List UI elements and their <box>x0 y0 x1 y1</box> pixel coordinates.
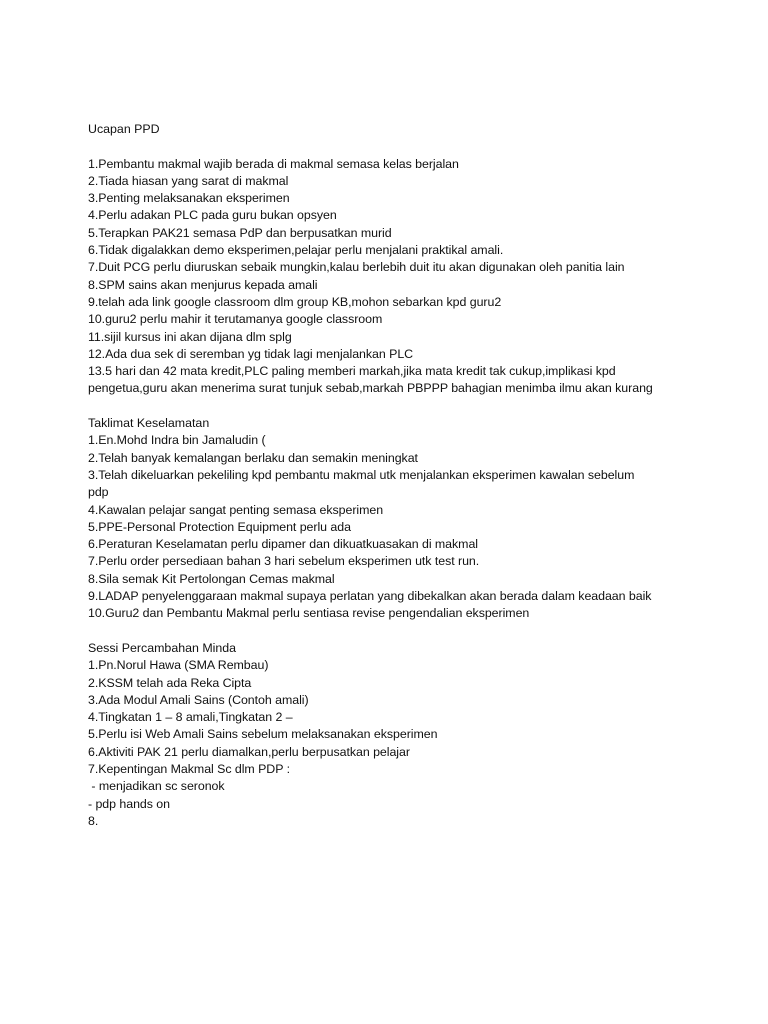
list-item: 10.guru2 perlu mahir it terutamanya google classroom <box>88 312 383 327</box>
list-item: 6.Peraturan Keselamatan perlu dipamer dan dikuatkuasakan di makmal <box>88 537 478 552</box>
section-sessi-percambahan-minda <box>88 640 728 830</box>
document-page <box>88 121 728 830</box>
list-item: 2.Telah banyak kemalangan berlaku dan semakin meningkat <box>88 450 418 465</box>
list-item: 2.Tiada hiasan yang sarat di makmal <box>88 173 289 188</box>
list-item: 6.Tidak digalakkan demo eksperimen,pelajar perlu menjalani praktikal amali. <box>88 243 504 258</box>
section-title: Taklimat Keselamatan <box>88 416 210 431</box>
list-item: 9.LADAP penyelenggaraan makmal supaya perlatan yang dibekalkan akan berada dalam keadaan baik <box>88 589 652 604</box>
list-item: 11.sijil kursus ini akan dijana dlm splg <box>88 329 292 344</box>
list-item: 13.5 hari dan 42 mata kredit,PLC paling memberi markah,jika mata kredit tak cukup,implikasi kpd <box>88 364 616 379</box>
section-title: Sessi Percambahan Minda <box>88 640 237 655</box>
list-item: - menjadikan sc seronok <box>88 779 225 794</box>
list-item: 2.KSSM telah ada Reka Cipta <box>88 675 252 690</box>
list-item: 3.Penting melaksanakan eksperimen <box>88 191 290 206</box>
list-item: 3.Ada Modul Amali Sains (Contoh amali) <box>88 692 309 707</box>
list-item: 7.Perlu order persediaan bahan 3 hari sebelum eksperimen utk test run. <box>88 554 480 569</box>
list-item: 1.En.Mohd Indra bin Jamaludin ( <box>88 433 266 448</box>
list-item: 6.Aktiviti PAK 21 perlu diamalkan,perlu berpusatkan pelajar <box>88 744 410 759</box>
list-item: 8.SPM sains akan menjurus kepada amali <box>88 277 318 292</box>
list-item: 7.Kepentingan Makmal Sc dlm PDP : <box>88 761 290 776</box>
spacer <box>88 138 728 155</box>
section-ucapan-ppd <box>88 121 728 398</box>
list-item: pdp <box>88 485 109 500</box>
list-item: - pdp hands on <box>88 796 170 811</box>
list-item: 9.telah ada link google classroom dlm group KB,mohon sebarkan kpd guru2 <box>88 294 502 309</box>
spacer <box>88 623 728 640</box>
list-item: 1.Pembantu makmal wajib berada di makmal semasa kelas berjalan <box>88 156 459 171</box>
list-item: 4.Perlu adakan PLC pada guru bukan opsyen <box>88 208 337 223</box>
section-taklimat-keselamatan <box>88 415 728 623</box>
list-item: 5.Perlu isi Web Amali Sains sebelum melaksanakan eksperimen <box>88 727 438 742</box>
list-item: 5.Terapkan PAK21 semasa PdP dan berpusatkan murid <box>88 225 392 240</box>
list-item: 12.Ada dua sek di seremban yg tidak lagi menjalankan PLC <box>88 346 414 361</box>
list-item: 8.Sila semak Kit Pertolongan Cemas makmal <box>88 571 335 586</box>
section-title: Ucapan PPD <box>88 122 160 136</box>
list-item: 10.Guru2 dan Pembantu Makmal perlu sentiasa revise pengendalian eksperimen <box>88 606 530 621</box>
list-item: 7.Duit PCG perlu diuruskan sebaik mungkin,kalau berlebih duit itu akan digunakan oleh panitia lain <box>88 260 625 275</box>
list-item: pengetua,guru akan menerima surat tunjuk sebab,markah PBPPP bahagian menimba ilmu akan kurang <box>88 381 653 396</box>
list-item: 4.Kawalan pelajar sangat penting semasa eksperimen <box>88 502 384 517</box>
list-item: 3.Telah dikeluarkan pekeliling kpd pembantu makmal utk menjalankan eksperimen kawalan sebelum <box>88 467 635 482</box>
list-item: 5.PPE-Personal Protection Equipment perlu ada <box>88 519 351 534</box>
spacer <box>88 398 728 415</box>
list-item: 1.Pn.Norul Hawa (SMA Rembau) <box>88 658 269 673</box>
list-item: 8. <box>88 813 99 828</box>
list-item: 4.Tingkatan 1 – 8 amali,Tingkatan 2 – <box>88 710 293 725</box>
